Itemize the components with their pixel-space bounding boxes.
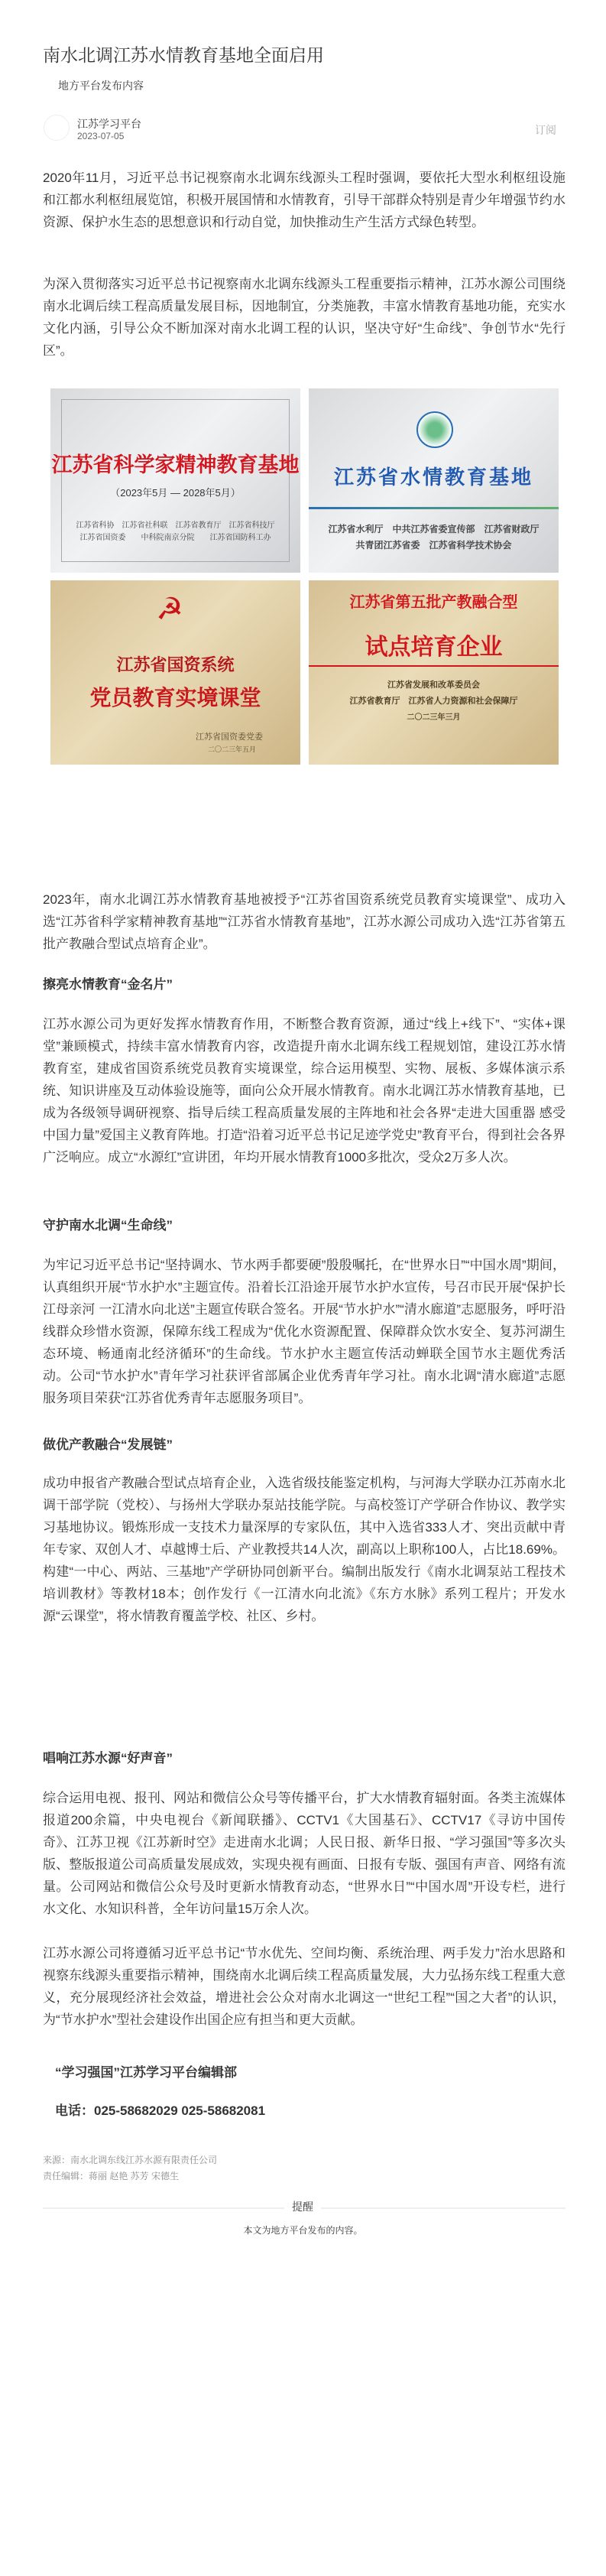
plaque-issuers: 江苏省科协 江苏省社科联 江苏省教育厅 江苏省科技厅: [76, 521, 275, 530]
plaque-line1: 江苏省国资系统: [116, 655, 235, 674]
plaque-issuers: 共青团江苏省委 江苏省科学技术协会: [355, 540, 512, 551]
plaque-date: 二〇二三年五月: [208, 746, 257, 753]
plaque-issuers: 江苏省国资委 中科院南京分院 江苏省国防科工办: [79, 534, 271, 542]
plaque-issuer: 江苏省国资委党委: [196, 733, 263, 742]
section-heading: 唱响江苏水源“好声音”: [43, 1751, 173, 1766]
water-education-logo-icon: [416, 411, 453, 448]
remind-text: 本文为地方平台发布的内容。: [243, 2225, 363, 2236]
hammer-sickle-icon: ☭: [156, 593, 183, 626]
plaque-issuers: 江苏省教育厅 江苏省人力资源和社会保障厅: [349, 697, 518, 706]
section-heading: 擦亮水情教育“金名片”: [43, 977, 173, 992]
subscribe-button[interactable]: 订阅: [535, 124, 556, 136]
plaque-stripe: [309, 665, 559, 667]
plaque-title: 江苏省科学家精神教育基地: [51, 453, 300, 476]
section-heading: 做优产教融合“发展链”: [43, 1437, 173, 1452]
plaque-date: 二〇二三年三月: [407, 713, 461, 722]
article-subtitle: 地方平台发布内容: [58, 80, 144, 92]
plaque-line2: 试点培育企业: [365, 635, 503, 660]
paragraph: 综合运用电视、报刊、网站和微信公众号等传播平台，扩大水情教育辐射面。各类主流媒体报道200余篇，中央电视台《新闻联播》、CCTV1《大国基石》、CCTV17《寻访中国传奇》、江苏卫视《江苏新时空》走进南水北调；人民日报、新华日报、“学习强国”等多次头版、整版报道公司高质量发展成效，实现央视有画面、日报有专版、强国有声音、网络有流量。公司网站和微信公众号及时更新水情教育动态，“世界水日”“中国水周”开设专栏，进行水文化、水知识科普，全年访问量15万余人次。: [43, 1791, 565, 1916]
plaque-image-water-education[interactable]: [309, 388, 559, 573]
plaque-image-industry-education[interactable]: [309, 580, 559, 765]
paragraph: 为牢记习近平总书记“坚持调水、节水两手都要硬”殷殷嘱托，在“世界水日”“中国水周”期间，认真组织开展“节水护水”主题宣传。沿着长江沿途开展节水护水宣传，号召市民开展“保护长江母亲河 一江清水向北送”主题宣传联合签名。开展“节水护水”“清水廊道”志愿服务，呼吁沿线群众珍惜水资源，保障东线工程成为“优化水资源配置、保障群众饮水安全、复苏河湖生态环境、畅通南北经济循环”的生命线。节水护水主题宣传活动蝉联全国节水主题优秀活动。公司“节水护水”青年学习社获评省部属企业优秀青年学习社。南水北调“清水廊道”志愿服务项目荣获“江苏省优秀青年志愿服务项目”。: [43, 1258, 565, 1405]
plaque-line2: 党员教育实境课堂: [89, 687, 261, 710]
plaque-line1: 江苏省第五批产教融合型: [349, 594, 518, 611]
paragraph: 2023年，南水北调江苏水情教育基地被授予“江苏省国资系统党员教育实境课堂”、成功入选“江苏省科学家精神教育基地”“江苏省水情教育基地”，江苏水源公司成功入选“江苏省第五批产教融合型试点培育企业”。: [43, 892, 565, 951]
plaque-image-science-spirit[interactable]: [50, 388, 300, 573]
paragraph: 江苏水源公司将遵循习近平总书记“节水优先、空间均衡、系统治理、两手发力”治水思路和视察东线源头重要指示精神，围绕南水北调后续工程高质量发展，大力弘扬东线工程重大意义，充分展现经济社会效益，增进社会公众对南水北调这一“世纪工程”“国之大者”的认识，为“节水护水”型社会建设作出国企应有担当和更大贡献。: [43, 1946, 565, 2027]
plaque-image-party-classroom[interactable]: [50, 580, 300, 765]
paragraph: 江苏水源公司为更好发挥水情教育作用，不断整合教育资源，通过“线上+线下”、“实体+课堂”兼顾模式，持续丰富水情教育内容，改造提升南水北调东线工程规划馆，建设江苏水情教育室，建成省国资系统党员教育实境课堂，综合运用模型、实物、展板、多媒体演示系统、知识讲座及互动体验设施等，面向公众开展水情教育。南水北调江苏水情教育基地，已成为各级领导调研视察、指导后续工程高质量发展的主阵地和社会各界“走进大国重器 感受中国力量”爱国主义教育阵地。打造“沿着习近平总书记足迹学党史”教育平台，得到社会各界广泛响应。成立“水源红”宣讲团，年均开展水情教育1000多批次，受众2万多人次。: [43, 1017, 565, 1165]
author-name[interactable]: 江苏学习平台: [77, 118, 141, 130]
section-heading: 守护南水北调“生命线”: [43, 1218, 173, 1233]
remind-label: 提醒: [284, 2199, 321, 2214]
plaque-period: （2023年5月 — 2028年5月）: [110, 487, 241, 499]
plaque-issuers: 江苏省水利厅 中共江苏省委宣传部 江苏省财政厅: [328, 524, 540, 534]
plaque-stripe: [309, 507, 559, 509]
paragraph: 成功申报省产教融合型试点培育企业，入选省级技能鉴定机构，与河海大学联办江苏南水北调干部学院（党校）、与扬州大学联办泵站技能学院。与高校签订产学研合作协议、教学实习基地协议。锻炼形成一支技术力量深厚的专家队伍，其中入选省333人才、突出贡献中青年专家、双创人才、卓越博士后、产业教授共14人次，副高以上职称100人，占比18.69%。构建“一中心、两站、三基地”产学研协同创新平台。编制出版发行《南水北调泵站工程技术培训教材》等教材18本；创作发行《一江清水向北流》《东方水脉》系列工程片；开发水源“云课堂”，将水情教育覆盖学校、社区、乡村。: [43, 1476, 565, 1623]
plaque-issuers: 江苏省发展和改革委员会: [387, 681, 480, 690]
plaque-title: 江苏省水情教育基地: [333, 466, 533, 489]
article-source: 来源：南水北调东线江苏水源有限责任公司: [43, 2155, 218, 2165]
publish-date: 2023-07-05: [77, 131, 125, 141]
paragraph: 2020年11月，习近平总书记视察南水北调东线源头工程时强调，要依托大型水利枢纽设施和江都水利枢纽展览馆，积极开展国情和水情教育，引导干部群众特别是青少年增强节约水资源、保护水生态的思想意识和行动自觉，加快推动生产生活方式绿色转型。: [43, 171, 565, 229]
paragraph: 为深入贯彻落实习近平总书记视察南水北调东线源头工程重要指示精神，江苏水源公司围绕南水北调后续工程高质量发展目标，因地制宜，分类施教，丰富水情教育基地功能，充实水文化内涵，引导公众不断加深对南水北调工程的认识，坚决守好“生命线”、争创节水“先行区”。: [43, 277, 565, 358]
editorial-department: “学习强国”江苏学习平台编辑部: [55, 2065, 237, 2080]
responsible-editors: 责任编辑：蒋丽 赵艳 苏芳 宋德生: [43, 2171, 180, 2181]
article-title: 南水北调江苏水情教育基地全面启用: [43, 45, 324, 65]
contact-phone: 电话：025-58682029 025-58682081: [55, 2103, 266, 2118]
author-avatar[interactable]: [44, 115, 70, 141]
